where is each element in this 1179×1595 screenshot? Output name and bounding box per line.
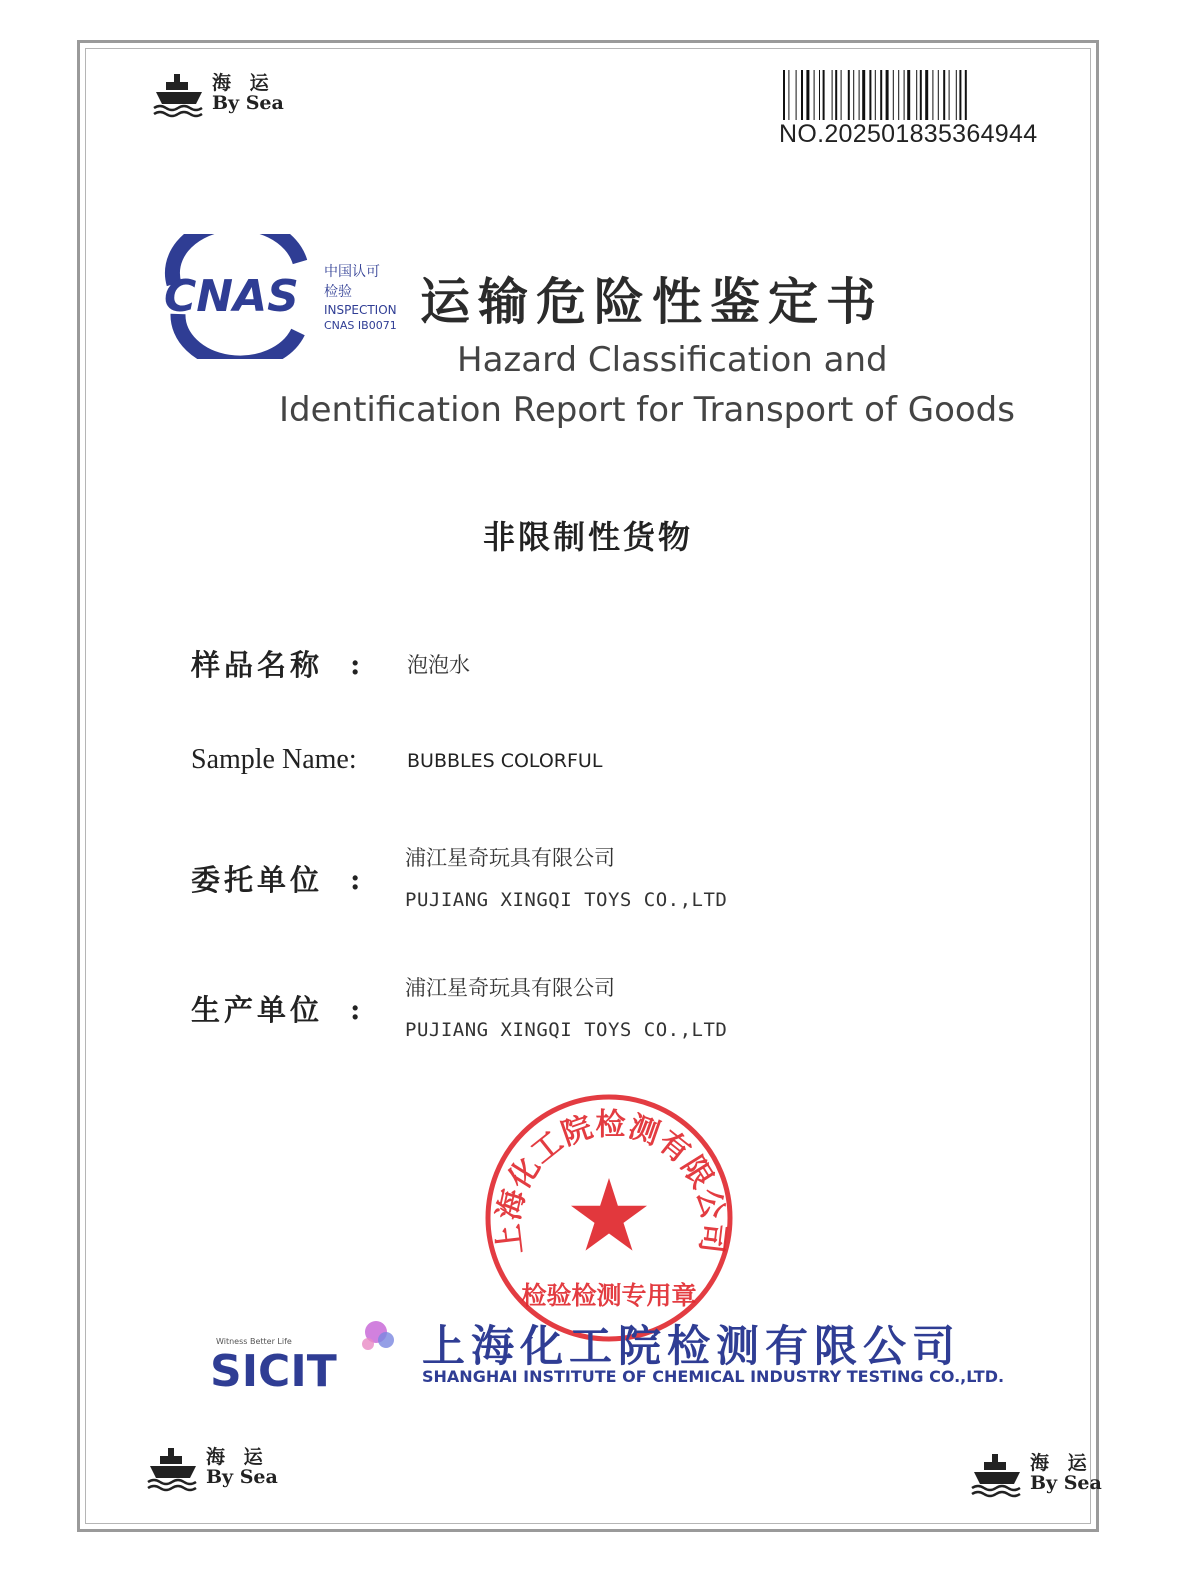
colon: : — [350, 993, 361, 1026]
cnas-cn-line1: 中国认可 — [324, 264, 380, 280]
ship-icon — [146, 1444, 200, 1492]
cnas-cn-line2: 检验 — [324, 284, 352, 300]
cnas-en-line2: CNAS IB0071 — [324, 319, 397, 332]
cnas-mark: CNAS — [164, 271, 299, 322]
title-cn: 运输危险性鉴定书 — [420, 272, 884, 331]
sample-name-en-value: BUBBLES COLORFUL — [407, 750, 603, 772]
sample-name-en-label: Sample Name: — [191, 744, 357, 775]
manufacturer-en: PUJIANG XINGQI TOYS CO.,LTD — [405, 1019, 728, 1041]
by-sea-cn: 海 运 — [206, 1446, 269, 1469]
sicit-mark: SICIT — [210, 1346, 337, 1396]
colon: : — [350, 863, 361, 896]
by-sea-badge-bottom-left — [146, 1444, 278, 1492]
company-name-en: SHANGHAI INSTITUTE OF CHEMICAL INDUSTRY TESTING CO.,LTD. — [422, 1367, 1005, 1386]
cnas-logo — [160, 234, 400, 359]
company-seal — [478, 1092, 740, 1344]
ship-icon — [970, 1450, 1024, 1498]
manufacturer-cn: 浦江星奇玩具有限公司 — [405, 976, 615, 1000]
sample-name-cn-value: 泡泡水 — [407, 653, 470, 677]
by-sea-badge-bottom-right — [970, 1450, 1102, 1498]
by-sea-cn: 海 运 — [212, 72, 275, 95]
barcode — [783, 70, 1079, 120]
cnas-en-line1: INSPECTION — [324, 303, 397, 317]
by-sea-badge-top-left — [152, 70, 284, 118]
title-en-line2: Identification Report for Transport of Goods — [279, 390, 1015, 430]
by-sea-cn: 海 运 — [1030, 1452, 1093, 1475]
ship-icon — [152, 70, 206, 118]
client-cn: 浦江星奇玩具有限公司 — [405, 846, 615, 870]
by-sea-en: By Sea — [212, 92, 284, 114]
sicit-tagline: Witness Better Life — [216, 1337, 292, 1346]
seal-star-icon — [571, 1178, 647, 1251]
title-en-line1: Hazard Classification and — [457, 340, 888, 380]
sample-name-cn-label: 样品名称 — [191, 648, 324, 682]
client-label: 委托单位 — [191, 863, 324, 897]
by-sea-en: By Sea — [1030, 1472, 1102, 1494]
report-number: NO.202501835364944 — [779, 120, 1038, 148]
sicit-logo — [208, 1310, 408, 1396]
seal-bottom-text: 检验检测专用章 — [521, 1281, 697, 1310]
by-sea-en: By Sea — [206, 1466, 278, 1488]
manufacturer-label: 生产单位 — [191, 993, 324, 1027]
company-name-cn: 上海化工院检测有限公司 — [422, 1322, 961, 1372]
seal-arc-text: 上海化工院检测有限公司 — [491, 1107, 731, 1256]
client-en: PUJIANG XINGQI TOYS CO.,LTD — [405, 889, 728, 911]
colon: : — [350, 648, 361, 681]
classification-result: 非限制性货物 — [483, 518, 694, 556]
